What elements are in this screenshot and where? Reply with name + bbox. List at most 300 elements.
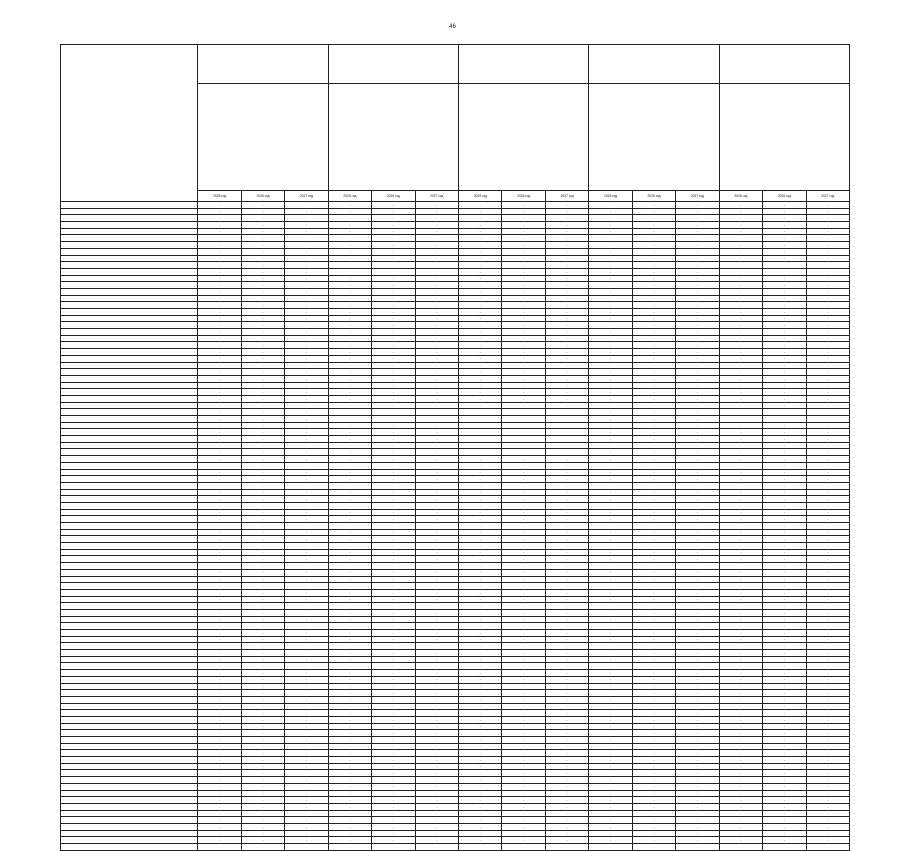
cell-value: - [719,670,762,677]
row-name [61,509,198,516]
cell-value: - [285,436,328,443]
cell-value: - [589,255,632,262]
cell-value: - [676,823,719,830]
cell-value: - [763,797,806,804]
row-name [61,696,198,703]
cell-value: - [415,502,458,509]
cell-value [719,409,762,416]
cell-value: - [806,429,849,436]
cell-value: - [241,429,284,436]
cell-value [372,844,415,851]
table-row [61,309,850,316]
cell-value: - [328,215,371,222]
cell-value [545,442,588,449]
cell-value: - [241,469,284,476]
cell-value: - [763,690,806,697]
cell-value: - [459,696,502,703]
cell-value: - [676,817,719,824]
cell-value [328,262,371,269]
cell-value: - [502,623,545,630]
cell-value: - [763,449,806,456]
cell-value: - [589,543,632,550]
table-row [61,496,850,503]
cell-value: - [198,342,241,349]
cell-value: - [719,757,762,764]
cell-value: - [415,395,458,402]
cell-value: - [198,215,241,222]
cell-value: - [241,462,284,469]
cell-value: - [545,817,588,824]
table-row [61,529,850,536]
cell-value: - [589,509,632,516]
cell-value: - [285,710,328,717]
cell-value: - [632,690,675,697]
cell-value: - [285,382,328,389]
cell-value: - [763,302,806,309]
cell-value: - [502,716,545,723]
cell-value: - [285,549,328,556]
cell-value: - [415,436,458,443]
cell-value: - [806,823,849,830]
cell-value: - [502,288,545,295]
table-row [61,536,850,543]
cell-value: - [589,683,632,690]
cell-value: - [241,623,284,630]
table-row [61,282,850,289]
cell-value: - [328,543,371,550]
cell-value: - [328,730,371,737]
cell-value: - [328,643,371,650]
cell-value: - [459,556,502,563]
row-name [61,837,198,844]
cell-value: - [676,670,719,677]
cell-value [719,844,762,851]
cell-value: - [763,790,806,797]
cell-value: - [415,449,458,456]
cell-value: - [545,569,588,576]
cell-value: - [763,777,806,784]
cell-value: - [589,656,632,663]
cell-value: - [545,242,588,249]
cell-value: - [632,837,675,844]
cell-value: - [241,496,284,503]
row-name [61,609,198,616]
cell-value: - [632,389,675,396]
cell-value: - [589,710,632,717]
cell-value: - [372,543,415,550]
page-number: 46 [449,24,456,30]
cell-value: - [589,737,632,744]
cell-value: - [589,803,632,810]
cell-value: - [632,476,675,483]
cell-value: - [632,523,675,530]
cell-value: - [763,329,806,336]
cell-value: - [719,208,762,215]
cell-value [372,268,415,275]
cell-value: - [198,436,241,443]
cell-value: - [589,275,632,282]
cell-value: - [415,302,458,309]
cell-value: - [459,703,502,710]
cell-value: - [372,569,415,576]
cell-value: - [632,757,675,764]
table-row [61,589,850,596]
cell-value: - [632,663,675,670]
cell-value: - [241,255,284,262]
cell-value: - [763,275,806,282]
cell-value: - [285,255,328,262]
row-name [61,375,198,382]
table-row [61,275,850,282]
cell-value: - [459,288,502,295]
cell-value: - [589,268,632,275]
cell-value: - [763,489,806,496]
cell-value: - [285,777,328,784]
cell-value: - [459,235,502,242]
cell-value: - [502,489,545,496]
cell-value: - [806,342,849,349]
cell-value: - [632,208,675,215]
cell-value: - [502,349,545,356]
cell-value: - [763,650,806,657]
cell-value [415,262,458,269]
cell-value: - [459,630,502,637]
cell-value: - [285,315,328,322]
cell-value: - [589,630,632,637]
cell-value: - [241,242,284,249]
cell-value [806,416,849,423]
cell-value: - [545,609,588,616]
cell-value: - [198,309,241,316]
cell-value: - [285,202,328,209]
cell-value: - [241,309,284,316]
cell-value: - [241,563,284,570]
cell-value: - [459,616,502,623]
row-name [61,576,198,583]
cell-value: - [545,496,588,503]
cell-value: - [285,309,328,316]
cell-value: - [589,262,632,269]
table-row [61,830,850,837]
cell-value: - [502,710,545,717]
cell-value: - [632,509,675,516]
cell-value: - [763,248,806,255]
cell-value: - [763,569,806,576]
cell-value: - [763,516,806,523]
cell-value: - [502,282,545,289]
cell-value: - [719,583,762,590]
cell-value: - [589,395,632,402]
row-name [61,322,198,329]
row-name [61,255,198,262]
cell-value [502,449,545,456]
table-row [61,710,850,717]
cell-value: - [285,489,328,496]
cell-value: - [459,596,502,603]
name-column-header [61,45,198,202]
cell-value: - [589,402,632,409]
cell-value: - [459,549,502,556]
cell-value: - [763,723,806,730]
cell-value: - [372,389,415,396]
table-row [61,743,850,750]
cell-value: - [545,202,588,209]
cell-value: - [806,596,849,603]
row-name [61,409,198,416]
cell-value: - [459,322,502,329]
row-name [61,556,198,563]
cell-value: - [806,630,849,637]
cell-value: - [372,202,415,209]
cell-value: - [806,670,849,677]
cell-value: - [545,623,588,630]
cell-value: - [328,743,371,750]
cell-value: - [502,228,545,235]
cell-value: - [763,402,806,409]
cell-value: - [285,803,328,810]
cell-value: - [676,529,719,536]
cell-value: - [328,389,371,396]
cell-value: - [415,315,458,322]
cell-value: - [372,395,415,402]
row-name [61,369,198,376]
cell-value: - [241,603,284,610]
cell-value: - [372,549,415,556]
cell-value: - [285,268,328,275]
cell-value: - [806,837,849,844]
row-name [61,295,198,302]
row-name [61,382,198,389]
cell-value: - [589,750,632,757]
cell-value: - [198,583,241,590]
row-name [61,335,198,342]
cell-value: - [545,743,588,750]
cell-value: - [502,369,545,376]
subsidy-description-header [589,84,719,191]
group-header [328,45,458,84]
cell-value: - [285,563,328,570]
cell-value: - [806,489,849,496]
cell-value: - [676,623,719,630]
cell-value: - [415,670,458,677]
cell-value: - [632,402,675,409]
cell-value: - [285,335,328,342]
cell-value: - [589,650,632,657]
cell-value: - [545,690,588,697]
cell-value: - [241,375,284,382]
cell-value: - [198,830,241,837]
table-row [61,208,850,215]
table-row [61,402,850,409]
cell-value: - [459,837,502,844]
cell-value: - [502,469,545,476]
cell-value: - [328,282,371,289]
cell-value: - [328,382,371,389]
cell-value: - [763,422,806,429]
cell-value: - [241,643,284,650]
table-row [61,228,850,235]
cell-value: - [806,309,849,316]
cell-value: - [372,309,415,316]
row-name [61,810,198,817]
cell-value: - [806,797,849,804]
year-header: 2026 год [372,191,415,202]
cell-value [806,409,849,416]
cell-value: - [285,716,328,723]
cell-value: - [502,723,545,730]
cell-value: - [763,469,806,476]
cell-value: - [806,288,849,295]
cell-value: - [198,202,241,209]
cell-value: - [545,643,588,650]
cell-value: - [502,676,545,683]
cell-value: - [763,342,806,349]
cell-value: - [198,442,241,449]
cell-value: - [198,737,241,744]
cell-value: - [502,208,545,215]
cell-value: - [285,322,328,329]
cell-value: - [285,409,328,416]
cell-value: - [241,228,284,235]
cell-value: - [676,275,719,282]
cell-value: - [806,302,849,309]
cell-value: - [415,382,458,389]
cell-value: - [763,288,806,295]
cell-value: - [372,837,415,844]
cell-value: - [719,389,762,396]
cell-value: - [241,696,284,703]
cell-value: - [285,536,328,543]
cell-value: - [415,523,458,530]
cell-value: - [198,690,241,697]
cell-value: - [372,295,415,302]
row-name [61,676,198,683]
cell-value: - [328,670,371,677]
table-row [61,335,850,342]
cell-value: - [806,536,849,543]
cell-value [545,429,588,436]
cell-value: - [676,342,719,349]
cell-value: - [589,516,632,523]
cell-value: - [676,329,719,336]
cell-value: - [328,442,371,449]
cell-value: - [459,389,502,396]
cell-value: - [198,529,241,536]
cell-value: - [372,248,415,255]
cell-value: - [676,395,719,402]
cell-value: - [328,603,371,610]
cell-value: - [806,322,849,329]
cell-value: - [415,703,458,710]
cell-value: - [763,482,806,489]
cell-value: - [285,690,328,697]
cell-value: - [198,235,241,242]
cell-value: - [719,228,762,235]
cell-value: - [372,823,415,830]
cell-value: - [328,375,371,382]
cell-value: - [632,436,675,443]
cell-value: - [415,743,458,750]
cell-value: - [589,716,632,723]
cell-value: - [676,449,719,456]
cell-value: - [372,676,415,683]
cell-value: - [806,395,849,402]
cell-value: - [198,449,241,456]
cell-value: - [545,683,588,690]
cell-value [328,268,371,275]
cell-value: - [241,335,284,342]
cell-value: - [198,222,241,229]
cell-value: - [415,248,458,255]
cell-value: - [328,362,371,369]
cell-value: - [372,355,415,362]
cell-value: - [545,716,588,723]
cell-value: - [415,456,458,463]
cell-value: - [806,295,849,302]
cell-value: - [198,422,241,429]
cell-value: - [241,650,284,657]
cell-value: - [545,295,588,302]
cell-value: - [415,817,458,824]
cell-value: - [415,369,458,376]
cell-value: - [415,288,458,295]
cell-value: - [328,228,371,235]
cell-value: - [502,589,545,596]
cell-value: - [285,623,328,630]
cell-value: - [632,643,675,650]
cell-value: - [589,375,632,382]
cell-value: - [198,496,241,503]
cell-value: - [328,797,371,804]
cell-value [459,416,502,423]
row-name [61,710,198,717]
cell-value: - [806,663,849,670]
cell-value: - [632,743,675,750]
cell-value: - [719,636,762,643]
cell-value: - [676,690,719,697]
row-name [61,215,198,222]
cell-value: - [415,329,458,336]
table-row [61,609,850,616]
cell-value: - [806,202,849,209]
cell-value: - [763,349,806,356]
cell-value: - [763,242,806,249]
table-row [61,255,850,262]
cell-value: - [285,596,328,603]
cell-value: - [372,215,415,222]
cell-value: - [806,208,849,215]
cell-value [545,844,588,851]
cell-value: - [459,268,502,275]
cell-value: - [763,456,806,463]
cell-value: - [676,295,719,302]
cell-value: - [459,810,502,817]
row-name [61,449,198,456]
cell-value: - [589,342,632,349]
cell-value: - [241,790,284,797]
cell-value: - [632,302,675,309]
cell-value: - [632,589,675,596]
cell-value: - [589,576,632,583]
cell-value: - [719,777,762,784]
cell-value: - [459,208,502,215]
cell-value: - [415,810,458,817]
cell-value: - [459,375,502,382]
cell-value: - [502,382,545,389]
cell-value: - [285,462,328,469]
cell-value [459,409,502,416]
cell-value: - [589,676,632,683]
